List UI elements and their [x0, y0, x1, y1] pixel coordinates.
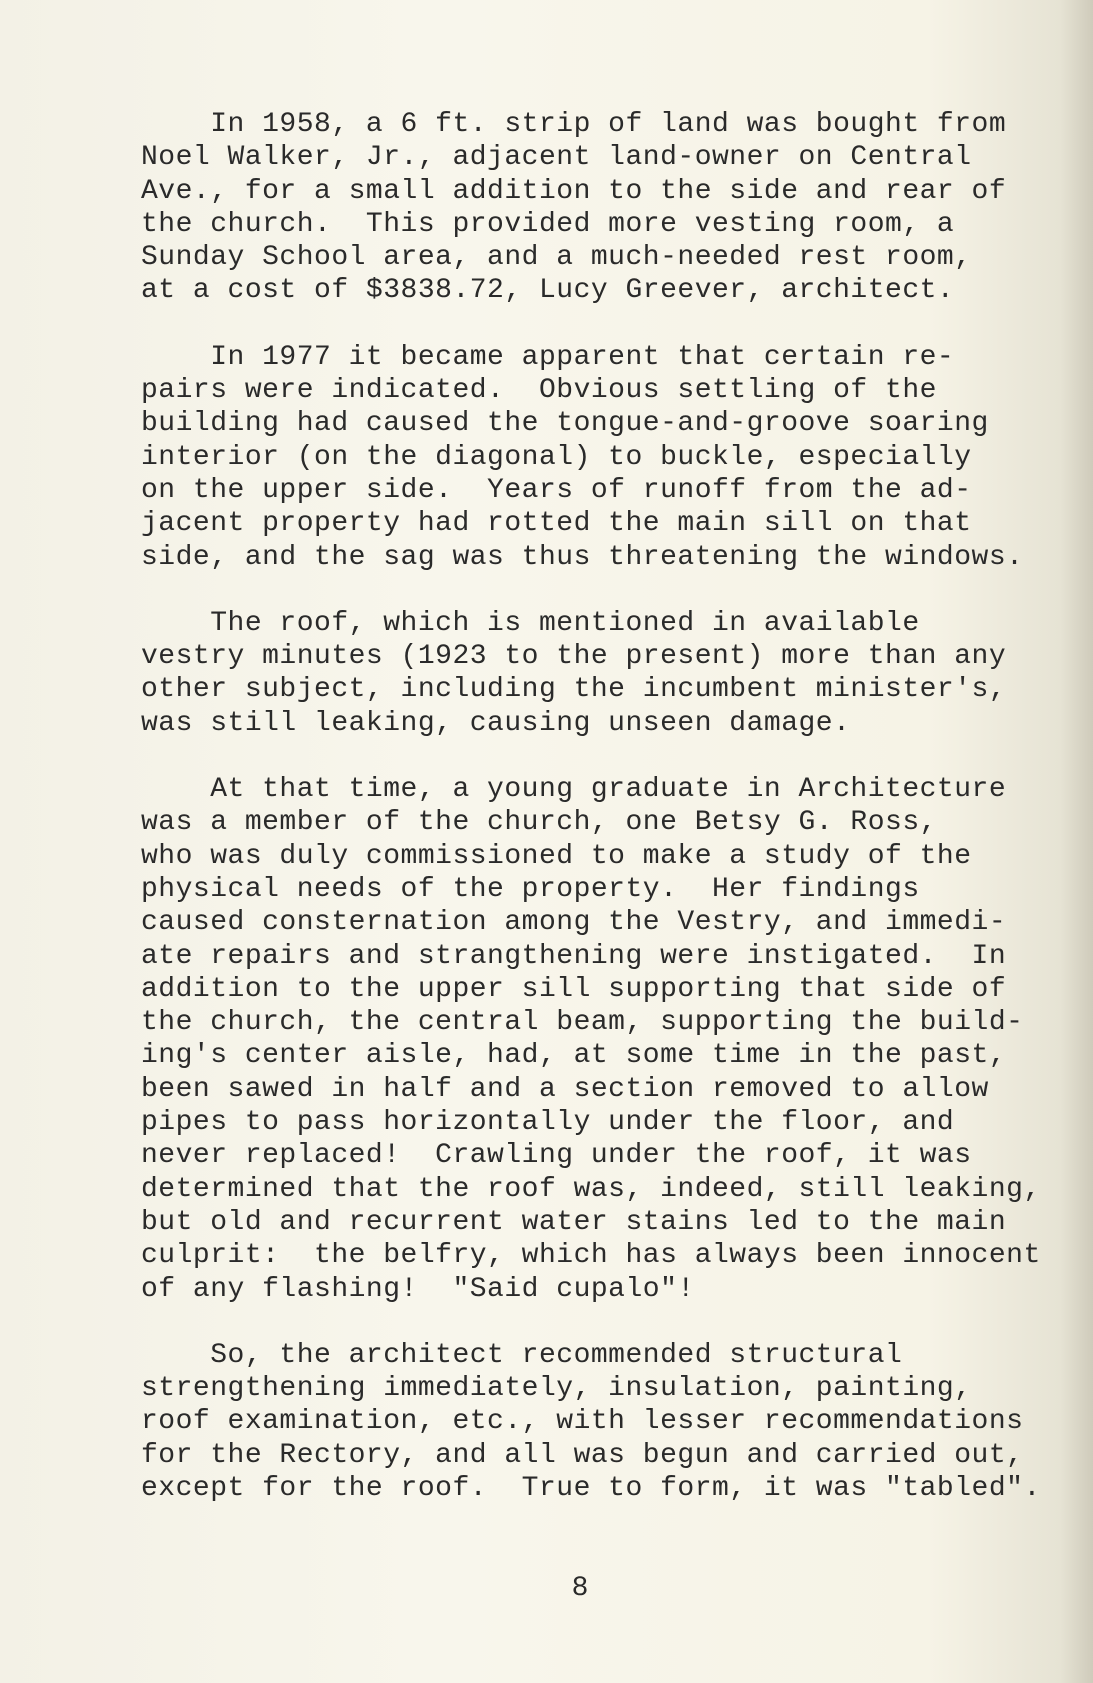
- text-line: pairs were indicated. Obvious settling of the: [141, 375, 937, 407]
- text-line: interior (on the diagonal) to buckle, especially: [141, 441, 972, 473]
- paragraph: [141, 607, 1061, 740]
- text-line: strengthening immediately, insulation, painting,: [141, 1373, 972, 1405]
- text-line: culprit: the belfry, which has always been innocent: [141, 1240, 1041, 1272]
- text-line: jacent property had rotted the main sill on that: [141, 508, 972, 540]
- text-line: roof examination, etc., with lesser recommendations: [141, 1406, 1024, 1438]
- text-line: ing's center aisle, had, at some time in the past,: [141, 1040, 1007, 1072]
- page-number: 8: [571, 1573, 589, 1604]
- text-line: determined that the roof was, indeed, still leaking,: [141, 1173, 1041, 1205]
- text-line: In 1977 it became apparent that certain re-: [141, 341, 955, 373]
- text-line: pipes to pass horizontally under the floor, and: [141, 1107, 955, 1139]
- text-line: physical needs of the property. Her findings: [141, 873, 920, 905]
- text-line: At that time, a young graduate in Architecture: [141, 774, 1007, 806]
- text-line: side, and the sag was thus threatening the windows.: [141, 541, 1024, 573]
- text-line: but old and recurrent water stains led to the main: [141, 1206, 1007, 1238]
- text-line: never replaced! Crawling under the roof, it was: [141, 1140, 972, 1172]
- text-line: of any flashing! "Said cupalo"!: [141, 1273, 695, 1305]
- text-line: ate repairs and strangthening were instigated. In: [141, 940, 1007, 972]
- text-line: So, the architect recommended structural: [141, 1339, 903, 1371]
- text-line: the church. This provided more vesting room, a: [141, 208, 955, 240]
- text-line: except for the roof. True to form, it was "tabled".: [141, 1472, 1041, 1504]
- text-line: was a member of the church, one Betsy G. Ross,: [141, 807, 937, 839]
- text-line: was still leaking, causing unseen damage.: [141, 707, 851, 739]
- paragraph: [141, 773, 1061, 1306]
- text-line: on the upper side. Years of runoff from the ad-: [141, 474, 972, 506]
- text-line: Ave., for a small addition to the side and rear of: [141, 175, 1007, 207]
- text-line: Sunday School area, and a much-needed rest room,: [141, 242, 972, 274]
- paragraph: [141, 108, 1061, 308]
- text-line: Noel Walker, Jr., adjacent land-owner on Central: [141, 142, 972, 174]
- text-line: addition to the upper sill supporting that side of: [141, 973, 1007, 1005]
- text-line: who was duly commissioned to make a study of the: [141, 840, 972, 872]
- text-line: In 1958, a 6 ft. strip of land was bought from: [141, 109, 1007, 140]
- text-line: vestry minutes (1923 to the present) more than any: [141, 641, 1007, 673]
- text-line: at a cost of $3838.72, Lucy Greever, architect.: [141, 275, 955, 307]
- text-line: been sawed in half and a section removed to allow: [141, 1073, 989, 1105]
- text-line: The roof, which is mentioned in available: [141, 607, 920, 639]
- paragraph: [141, 1339, 1061, 1505]
- text-line: for the Rectory, and all was begun and carried out,: [141, 1439, 1024, 1471]
- paragraph: [141, 341, 1061, 574]
- text-line: the church, the central beam, supporting the build-: [141, 1007, 1024, 1039]
- text-line: caused consternation among the Vestry, and immedi-: [141, 907, 1007, 939]
- text-line: building had caused the tongue-and-groove soaring: [141, 408, 989, 440]
- body-text: [141, 108, 1061, 1538]
- text-line: other subject, including the incumbent minister's,: [141, 674, 1007, 706]
